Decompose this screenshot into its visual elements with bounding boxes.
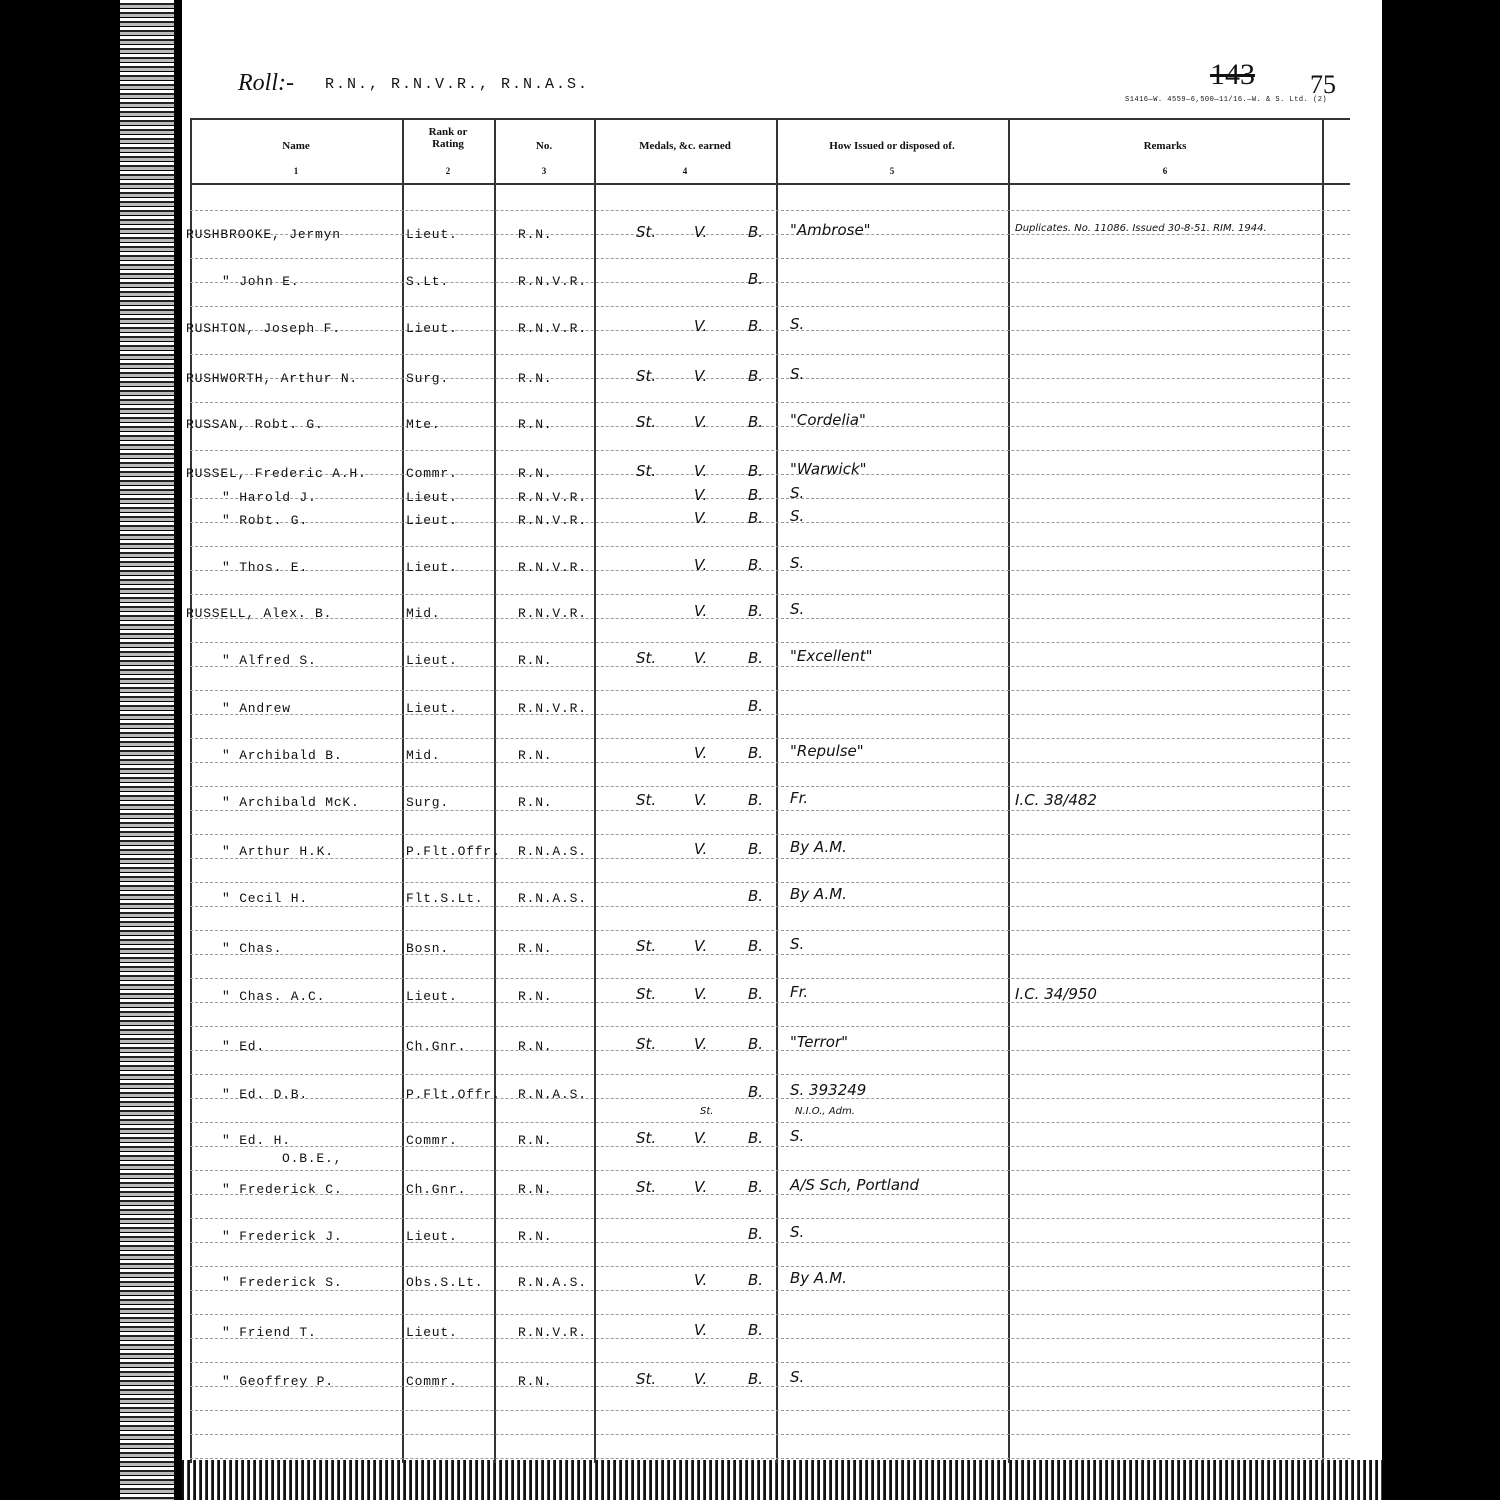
row-service-no: R.N. xyxy=(518,1229,553,1244)
row-rank: Commr. xyxy=(406,1374,458,1389)
column-divider xyxy=(1008,118,1010,1463)
ruled-line xyxy=(190,858,1350,859)
medal-star: St. xyxy=(636,791,657,809)
medal-british-war: B. xyxy=(748,317,764,335)
medal-victory: V. xyxy=(694,602,708,620)
row-name: " Alfred S. xyxy=(222,653,317,668)
row-name: RUSSELL, Alex. B. xyxy=(186,606,333,621)
medal-british-war: B. xyxy=(748,937,764,955)
row-name: " Ed. H. xyxy=(222,1133,291,1148)
ruled-line xyxy=(190,450,1350,451)
medal-victory: V. xyxy=(694,509,708,527)
column-divider xyxy=(190,118,192,1463)
row-remarks: I.C. 34/950 xyxy=(1015,985,1097,1003)
ruled-line xyxy=(190,642,1350,643)
row-how-issued: S. 393249 xyxy=(790,1081,867,1099)
row-service-no: R.N.V.R. xyxy=(518,490,587,505)
nio-note: N.I.O., Adm. xyxy=(795,1106,855,1117)
medal-star: St. xyxy=(636,937,657,955)
row-rank: Lieut. xyxy=(406,701,458,716)
ruled-line xyxy=(190,1386,1350,1387)
paper-sheet xyxy=(182,18,1382,1488)
medal-star: St. xyxy=(636,1178,657,1196)
row-service-no: R.N. xyxy=(518,748,553,763)
column-header-title: How Issued or disposed of. xyxy=(829,140,955,152)
old-page-number: 143 xyxy=(1210,58,1255,91)
row-service-no: R.N. xyxy=(518,371,553,386)
row-rank: Obs.S.Lt. xyxy=(406,1275,484,1290)
row-name: " Frederick S. xyxy=(222,1275,343,1290)
medal-victory: V. xyxy=(694,1035,708,1053)
ruled-line xyxy=(190,570,1350,571)
row-service-no: R.N. xyxy=(518,989,553,1004)
row-how-issued: By A.M. xyxy=(790,885,847,903)
ruled-line xyxy=(190,738,1350,739)
row-rank: Mte. xyxy=(406,417,441,432)
medal-star: St. xyxy=(636,1370,657,1388)
medal-british-war: B. xyxy=(748,697,764,715)
ruled-line xyxy=(190,354,1350,355)
row-how-issued: S. xyxy=(790,484,805,502)
ruled-line xyxy=(190,522,1350,523)
ruled-line xyxy=(190,1266,1350,1267)
medal-victory: V. xyxy=(694,744,708,762)
ruled-line xyxy=(190,1314,1350,1315)
row-rank: Lieut. xyxy=(406,989,458,1004)
ruled-line xyxy=(190,498,1350,499)
row-how-issued: "Warwick" xyxy=(790,460,867,478)
column-divider xyxy=(402,118,404,1463)
scan-border-right xyxy=(1382,0,1500,1500)
row-how-issued: S. xyxy=(790,554,805,572)
row-how-issued: Fr. xyxy=(790,983,809,1001)
ruled-line xyxy=(190,234,1350,235)
row-service-no: R.N. xyxy=(518,227,553,242)
ruled-line xyxy=(190,618,1350,619)
row-name: RUSHBROOKE, Jermyn xyxy=(186,227,341,242)
medal-british-war: B. xyxy=(748,1083,764,1101)
ruled-line xyxy=(190,1458,1350,1459)
row-service-no: R.N. xyxy=(518,466,553,481)
ruled-line xyxy=(190,546,1350,547)
medal-star: St. xyxy=(636,1129,657,1147)
medal-victory: V. xyxy=(694,367,708,385)
medal-british-war: B. xyxy=(748,556,764,574)
medal-british-war: B. xyxy=(748,270,764,288)
ruled-line xyxy=(190,426,1350,427)
row-how-issued: Fr. xyxy=(790,789,809,807)
row-how-issued: "Excellent" xyxy=(790,647,873,665)
row-service-no: R.N.A.S. xyxy=(518,844,587,859)
row-service-no: R.N.V.R. xyxy=(518,1325,587,1340)
printer-mark: S1416—W. 4559—6,500—11/16.—W. & S. Ltd. (2) xyxy=(1125,96,1328,104)
medal-victory: V. xyxy=(694,791,708,809)
medal-british-war: B. xyxy=(748,1370,764,1388)
ruled-line xyxy=(190,1146,1350,1147)
row-service-no: R.N. xyxy=(518,1133,553,1148)
medal-star: St. xyxy=(636,413,657,431)
column-divider xyxy=(494,118,496,1463)
ruled-line xyxy=(190,1050,1350,1051)
column-header-number: 5 xyxy=(889,166,895,176)
header-top-rule xyxy=(190,118,1350,120)
row-name: " Harold J. xyxy=(222,490,317,505)
ruled-line xyxy=(190,1362,1350,1363)
row-service-no: R.N. xyxy=(518,653,553,668)
medal-victory: V. xyxy=(694,556,708,574)
medal-victory: V. xyxy=(694,317,708,335)
row-rank: Lieut. xyxy=(406,560,458,575)
ruled-line xyxy=(190,1242,1350,1243)
row-name: " John E. xyxy=(222,274,300,289)
column-divider xyxy=(776,118,778,1463)
ruled-line xyxy=(190,330,1350,331)
medal-british-war: B. xyxy=(748,840,764,858)
row-how-issued: "Cordelia" xyxy=(790,411,866,429)
medal-british-war: B. xyxy=(748,744,764,762)
row-service-no: R.N. xyxy=(518,941,553,956)
row-service-no: R.N.V.R. xyxy=(518,513,587,528)
binding-edge xyxy=(120,0,182,1500)
ruled-line xyxy=(190,906,1350,907)
ruled-line xyxy=(190,1338,1350,1339)
medal-victory: V. xyxy=(694,1321,708,1339)
row-rank: Surg. xyxy=(406,371,450,386)
row-service-no: R.N.V.R. xyxy=(518,560,587,575)
row-rank: Ch.Gnr. xyxy=(406,1039,467,1054)
row-how-issued: S. xyxy=(790,365,805,383)
row-rank: Flt.S.Lt. xyxy=(406,891,484,906)
medal-victory: V. xyxy=(694,1271,708,1289)
row-name: " Thos. E. xyxy=(222,560,309,575)
row-rank: Bosn. xyxy=(406,941,450,956)
row-name: RUSHWORTH, Arthur N. xyxy=(186,371,359,386)
medal-british-war: B. xyxy=(748,462,764,480)
medal-star: St. xyxy=(636,649,657,667)
st-note: St. xyxy=(700,1106,714,1117)
ruled-line xyxy=(190,378,1350,379)
obe-note: O.B.E., xyxy=(282,1151,343,1166)
roll-services: R.N., R.N.V.R., R.N.A.S. xyxy=(325,76,590,93)
ruled-line xyxy=(190,402,1350,403)
medal-star: St. xyxy=(636,1035,657,1053)
ruled-line xyxy=(190,1194,1350,1195)
row-service-no: R.N.V.R. xyxy=(518,321,587,336)
column-header-title: Rank or Rating xyxy=(428,126,468,150)
column-divider xyxy=(1322,118,1324,1463)
ruled-line xyxy=(190,258,1350,259)
ruled-line xyxy=(190,882,1350,883)
ruled-line xyxy=(190,1098,1350,1099)
medal-british-war: B. xyxy=(748,1178,764,1196)
row-service-no: R.N. xyxy=(518,1039,553,1054)
row-name: " Andrew xyxy=(222,701,291,716)
column-header-title: Remarks xyxy=(1143,140,1187,152)
column-header-number: 1 xyxy=(293,166,299,176)
medal-victory: V. xyxy=(694,1178,708,1196)
row-how-issued: "Repulse" xyxy=(790,742,864,760)
ruled-line xyxy=(190,810,1350,811)
roll-label: Roll:- xyxy=(238,70,294,96)
row-service-no: R.N.V.R. xyxy=(518,701,587,716)
medal-british-war: B. xyxy=(748,1271,764,1289)
column-header-number: 3 xyxy=(541,166,547,176)
medal-british-war: B. xyxy=(748,1225,764,1243)
medal-british-war: B. xyxy=(748,1129,764,1147)
row-how-issued: By A.M. xyxy=(790,838,847,856)
row-name: " Frederick J. xyxy=(222,1229,343,1244)
ruled-line xyxy=(190,306,1350,307)
row-name: RUSSAN, Robt. G. xyxy=(186,417,324,432)
row-name: " Geoffrey P. xyxy=(222,1374,334,1389)
column-header-title: No. xyxy=(535,140,553,152)
column-divider xyxy=(594,118,596,1463)
row-rank: P.Flt.Offr. xyxy=(406,1087,501,1102)
ruled-line xyxy=(190,1410,1350,1411)
ruled-line xyxy=(190,690,1350,691)
row-remarks: I.C. 38/482 xyxy=(1015,791,1097,809)
row-remarks: Duplicates. No. 11086. Issued 30-8-51. RIM. 1944. xyxy=(1015,223,1267,234)
medal-victory: V. xyxy=(694,486,708,504)
row-name: " Friend T. xyxy=(222,1325,317,1340)
medal-british-war: B. xyxy=(748,649,764,667)
medal-british-war: B. xyxy=(748,602,764,620)
row-how-issued: S. xyxy=(790,600,805,618)
row-name: RUSSEL, Frederic A.H. xyxy=(186,466,367,481)
medal-british-war: B. xyxy=(748,1321,764,1339)
row-rank: Lieut. xyxy=(406,321,458,336)
header-bottom-rule xyxy=(190,183,1350,185)
medal-victory: V. xyxy=(694,462,708,480)
row-how-issued: S. xyxy=(790,1368,805,1386)
ruled-line xyxy=(190,834,1350,835)
ruled-line xyxy=(190,666,1350,667)
medal-victory: V. xyxy=(694,985,708,1003)
medal-british-war: B. xyxy=(748,985,764,1003)
row-service-no: R.N. xyxy=(518,417,553,432)
medal-british-war: B. xyxy=(748,486,764,504)
medal-victory: V. xyxy=(694,937,708,955)
row-service-no: R.N.A.S. xyxy=(518,1275,587,1290)
medal-star: St. xyxy=(636,367,657,385)
row-how-issued: S. xyxy=(790,1127,805,1145)
ruled-line xyxy=(190,594,1350,595)
scan-border-left xyxy=(0,0,120,1500)
row-name: " Arthur H.K. xyxy=(222,844,334,859)
row-rank: Lieut. xyxy=(406,490,458,505)
row-rank: Lieut. xyxy=(406,227,458,242)
row-how-issued: By A.M. xyxy=(790,1269,847,1287)
medal-victory: V. xyxy=(694,223,708,241)
row-name: " Archibald McK. xyxy=(222,795,360,810)
row-how-issued: A/S Sch, Portland xyxy=(790,1176,920,1194)
row-name: " Archibald B. xyxy=(222,748,343,763)
row-name: " Robt. G. xyxy=(222,513,309,528)
row-service-no: R.N. xyxy=(518,1374,553,1389)
row-name: RUSHTON, Joseph F. xyxy=(186,321,341,336)
ruled-line xyxy=(190,954,1350,955)
row-rank: Ch.Gnr. xyxy=(406,1182,467,1197)
medal-british-war: B. xyxy=(748,223,764,241)
column-header-title: Medals, &c. earned xyxy=(639,140,731,152)
medal-british-war: B. xyxy=(748,791,764,809)
row-name: " Cecil H. xyxy=(222,891,309,906)
medal-victory: V. xyxy=(694,1129,708,1147)
medal-star: St. xyxy=(636,985,657,1003)
medal-british-war: B. xyxy=(748,509,764,527)
row-rank: Commr. xyxy=(406,1133,458,1148)
row-how-issued: S. xyxy=(790,507,805,525)
row-rank: Lieut. xyxy=(406,653,458,668)
ruled-line xyxy=(190,786,1350,787)
medal-victory: V. xyxy=(694,840,708,858)
row-service-no: R.N.V.R. xyxy=(518,274,587,289)
row-name: " Ed. D.B. xyxy=(222,1087,309,1102)
ruled-line xyxy=(190,714,1350,715)
row-rank: Surg. xyxy=(406,795,450,810)
row-rank: Lieut. xyxy=(406,513,458,528)
medal-victory: V. xyxy=(694,1370,708,1388)
row-name: " Ed. xyxy=(222,1039,266,1054)
row-rank: P.Flt.Offr. xyxy=(406,844,501,859)
page-number: 75 xyxy=(1310,70,1336,99)
ruled-line xyxy=(190,1122,1350,1123)
ruled-line xyxy=(190,762,1350,763)
row-service-no: R.N. xyxy=(518,795,553,810)
row-rank: Mid. xyxy=(406,606,441,621)
row-how-issued: S. xyxy=(790,1223,805,1241)
row-service-no: R.N.A.S. xyxy=(518,1087,587,1102)
row-rank: Commr. xyxy=(406,466,458,481)
row-rank: Lieut. xyxy=(406,1229,458,1244)
ruled-line xyxy=(190,1002,1350,1003)
medal-victory: V. xyxy=(694,413,708,431)
row-service-no: R.N.A.S. xyxy=(518,891,587,906)
row-name: " Chas. A.C. xyxy=(222,989,326,1004)
ruled-line xyxy=(190,1074,1350,1075)
ruled-line xyxy=(190,1434,1350,1435)
ruled-line xyxy=(190,282,1350,283)
ruled-line xyxy=(190,1290,1350,1291)
medal-star: St. xyxy=(636,462,657,480)
row-name: " Frederick C. xyxy=(222,1182,343,1197)
ruled-line xyxy=(190,210,1350,211)
ruled-line xyxy=(190,930,1350,931)
scan-border-bottom xyxy=(182,1460,1382,1500)
row-rank: S.Lt. xyxy=(406,274,450,289)
row-service-no: R.N.V.R. xyxy=(518,606,587,621)
ruled-line xyxy=(190,1218,1350,1219)
medal-british-war: B. xyxy=(748,887,764,905)
ruled-line xyxy=(190,1170,1350,1171)
medal-british-war: B. xyxy=(748,413,764,431)
medal-british-war: B. xyxy=(748,1035,764,1053)
row-service-no: R.N. xyxy=(518,1182,553,1197)
medal-victory: V. xyxy=(694,649,708,667)
column-header-number: 6 xyxy=(1162,166,1168,176)
row-how-issued: "Terror" xyxy=(790,1033,849,1051)
ruled-line xyxy=(190,1026,1350,1027)
row-how-issued: "Ambrose" xyxy=(790,221,871,239)
column-header-number: 4 xyxy=(682,166,688,176)
row-name: " Chas. xyxy=(222,941,283,956)
ruled-line xyxy=(190,978,1350,979)
column-header-number: 2 xyxy=(445,166,451,176)
row-how-issued: S. xyxy=(790,315,805,333)
medal-star: St. xyxy=(636,223,657,241)
medal-british-war: B. xyxy=(748,367,764,385)
row-rank: Lieut. xyxy=(406,1325,458,1340)
column-header-title: Name xyxy=(282,140,310,152)
row-how-issued: S. xyxy=(790,935,805,953)
row-rank: Mid. xyxy=(406,748,441,763)
